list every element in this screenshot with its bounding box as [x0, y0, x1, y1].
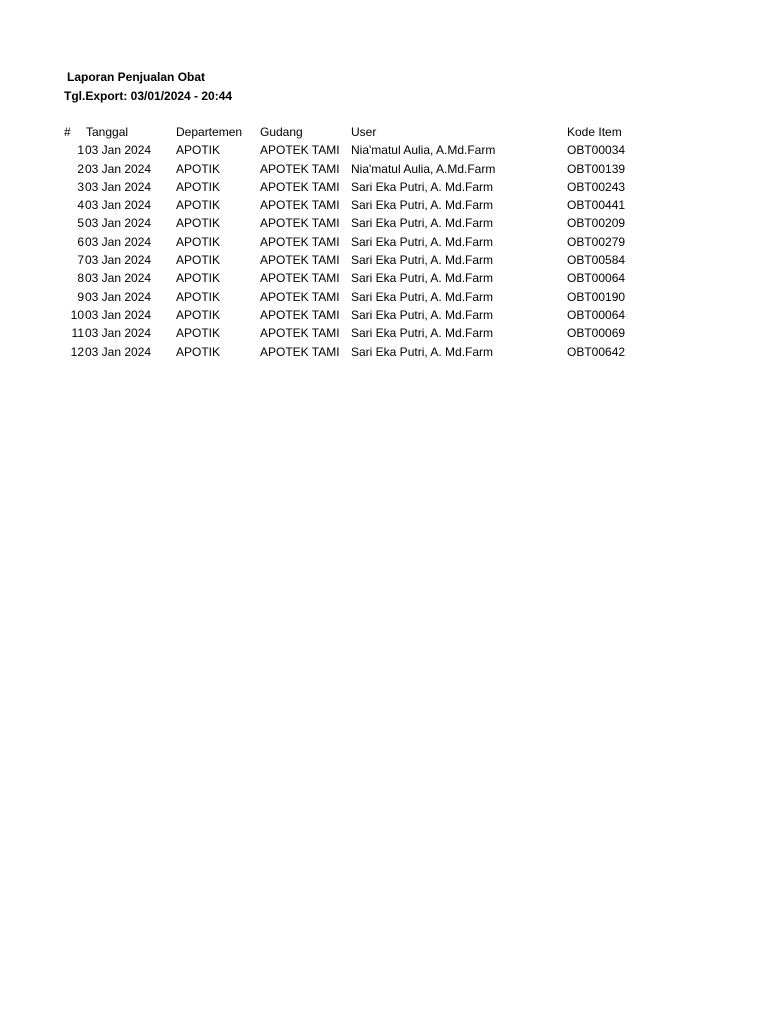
cell-tanggal: 03 Jan 2024	[85, 216, 152, 231]
cell-departemen: APOTIK	[176, 326, 221, 341]
cell-gudang: APOTEK TAMI	[260, 143, 340, 158]
cell-gudang: APOTEK TAMI	[260, 253, 340, 268]
cell-gudang: APOTEK TAMI	[260, 179, 340, 194]
cell-kode-item: OBT00584	[567, 253, 626, 268]
cell-departemen: APOTIK	[176, 289, 221, 304]
sales-table	[60, 123, 657, 361]
cell-gudang: APOTEK TAMI	[260, 216, 340, 231]
table-row	[60, 324, 657, 342]
cell-user: Sari Eka Putri, A. Md.Farm	[351, 326, 494, 341]
cell-kode-item: OBT00190	[567, 289, 626, 304]
table-row	[60, 288, 657, 306]
cell-user: Nia'matul Aulia, A.Md.Farm	[351, 143, 496, 158]
cell-tanggal: 03 Jan 2024	[85, 326, 152, 341]
header-tanggal: Tanggal	[86, 125, 129, 139]
table-row	[60, 251, 657, 269]
header-gudang: Gudang	[260, 125, 303, 139]
cell-number: 7	[77, 253, 84, 268]
cell-user: Sari Eka Putri, A. Md.Farm	[351, 198, 494, 213]
table-row	[60, 269, 657, 287]
cell-gudang: APOTEK TAMI	[260, 289, 340, 304]
cell-number: 5	[77, 216, 84, 231]
cell-gudang: APOTEK TAMI	[260, 161, 340, 176]
table-row	[60, 178, 657, 196]
cell-kode-item: OBT00441	[567, 198, 626, 213]
table-row	[60, 196, 657, 214]
cell-tanggal: 03 Jan 2024	[85, 143, 152, 158]
cell-number: 12	[70, 344, 84, 359]
cell-kode-item: OBT00069	[567, 326, 626, 341]
cell-number: 11	[71, 326, 84, 341]
cell-user: Sari Eka Putri, A. Md.Farm	[351, 216, 494, 231]
cell-departemen: APOTIK	[176, 271, 221, 286]
cell-tanggal: 03 Jan 2024	[85, 307, 152, 322]
cell-tanggal: 03 Jan 2024	[85, 179, 152, 194]
cell-kode-item: OBT00279	[567, 234, 626, 249]
table-row	[60, 306, 657, 324]
cell-tanggal: 03 Jan 2024	[85, 161, 152, 176]
cell-kode-item: OBT00064	[567, 307, 626, 322]
cell-number: 10	[70, 307, 84, 322]
cell-tanggal: 03 Jan 2024	[85, 198, 152, 213]
header-departemen: Departemen	[176, 125, 243, 139]
cell-gudang: APOTEK TAMI	[260, 271, 340, 286]
cell-departemen: APOTIK	[176, 216, 221, 231]
cell-kode-item: OBT00642	[567, 344, 626, 359]
cell-departemen: APOTIK	[176, 198, 221, 213]
header-kode-item: Kode Item	[567, 125, 622, 139]
cell-departemen: APOTIK	[176, 161, 221, 176]
table-row	[60, 214, 657, 232]
cell-tanggal: 03 Jan 2024	[85, 289, 152, 304]
cell-tanggal: 03 Jan 2024	[85, 234, 152, 249]
cell-user: Sari Eka Putri, A. Md.Farm	[351, 179, 494, 194]
report-title: Laporan Penjualan Obat	[67, 70, 206, 84]
cell-gudang: APOTEK TAMI	[260, 198, 340, 213]
cell-number: 3	[77, 179, 84, 194]
cell-kode-item: OBT00064	[567, 271, 626, 286]
cell-number: 4	[77, 198, 84, 213]
cell-departemen: APOTIK	[176, 179, 221, 194]
cell-tanggal: 03 Jan 2024	[85, 344, 152, 359]
export-date-label: Tgl.Export: 03/01/2024 - 20:44	[64, 89, 233, 103]
cell-departemen: APOTIK	[176, 143, 221, 158]
cell-user: Sari Eka Putri, A. Md.Farm	[351, 289, 494, 304]
cell-tanggal: 03 Jan 2024	[85, 271, 152, 286]
cell-user: Nia'matul Aulia, A.Md.Farm	[351, 161, 496, 176]
cell-user: Sari Eka Putri, A. Md.Farm	[351, 234, 494, 249]
cell-user: Sari Eka Putri, A. Md.Farm	[351, 253, 494, 268]
cell-number: 1	[77, 143, 84, 158]
cell-number: 8	[77, 271, 84, 286]
table-row	[60, 160, 657, 178]
cell-tanggal: 03 Jan 2024	[85, 253, 152, 268]
cell-user: Sari Eka Putri, A. Md.Farm	[351, 344, 494, 359]
cell-number: 9	[77, 289, 84, 304]
cell-user: Sari Eka Putri, A. Md.Farm	[351, 271, 494, 286]
cell-kode-item: OBT00139	[567, 161, 626, 176]
header-number: #	[64, 125, 71, 139]
cell-departemen: APOTIK	[176, 253, 221, 268]
cell-departemen: APOTIK	[176, 234, 221, 249]
cell-gudang: APOTEK TAMI	[260, 234, 340, 249]
table-row	[60, 141, 657, 159]
cell-kode-item: OBT00034	[567, 143, 626, 158]
cell-kode-item: OBT00209	[567, 216, 626, 231]
cell-number: 6	[77, 234, 84, 249]
cell-user: Sari Eka Putri, A. Md.Farm	[351, 307, 494, 322]
cell-gudang: APOTEK TAMI	[260, 307, 340, 322]
table-header-row	[60, 123, 657, 141]
table-row	[60, 343, 657, 361]
table-row	[60, 233, 657, 251]
cell-departemen: APOTIK	[176, 307, 221, 322]
cell-gudang: APOTEK TAMI	[260, 326, 340, 341]
cell-number: 2	[77, 161, 84, 176]
header-user: User	[351, 125, 377, 139]
cell-departemen: APOTIK	[176, 344, 221, 359]
cell-gudang: APOTEK TAMI	[260, 344, 340, 359]
cell-kode-item: OBT00243	[567, 179, 626, 194]
